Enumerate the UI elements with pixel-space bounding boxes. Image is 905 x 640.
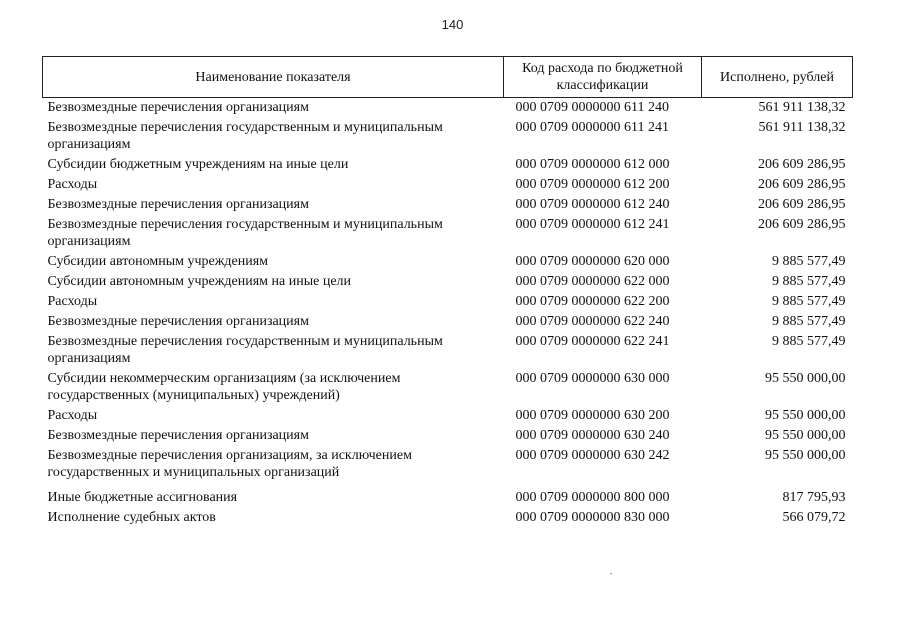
budget-code: 000 0709 0000000 620 000	[515, 254, 670, 269]
budget-code: 000 0709 0000000 622 240	[515, 314, 670, 329]
table-row	[43, 369, 853, 406]
executed-amount: 9 885 577,49	[772, 254, 846, 269]
executed-amount: 206 609 286,95	[758, 157, 846, 172]
indicator-name: Безвозмездные перечисления государственным и муниципальным организациям	[47, 120, 443, 152]
budget-code: 000 0709 0000000 612 240	[515, 197, 670, 212]
indicator-name: Расходы	[47, 294, 98, 309]
budget-code: 000 0709 0000000 630 240	[515, 428, 670, 443]
executed-amount: 561 911 138,32	[758, 100, 846, 115]
indicator-name: Безвозмездные перечисления государственным и муниципальным организациям	[47, 334, 443, 366]
executed-amount: 9 885 577,49	[772, 274, 846, 289]
budget-code: 000 0709 0000000 630 200	[515, 408, 670, 423]
indicator-name: Безвозмездные перечисления организациям	[47, 197, 309, 212]
indicator-name: Расходы	[47, 408, 98, 423]
budget-code: 000 0709 0000000 612 241	[515, 217, 670, 232]
budget-code: 000 0709 0000000 622 000	[515, 274, 670, 289]
table-row	[43, 446, 853, 483]
indicator-name: Субсидии некоммерческим организациям (за исключением государственных (муниципальных) учреждений)	[47, 371, 401, 403]
table-row	[43, 292, 853, 312]
budget-code: 000 0709 0000000 622 241	[515, 334, 670, 349]
table-row	[43, 483, 853, 508]
indicator-name: Иные бюджетные ассигнования	[47, 490, 238, 505]
table-row	[43, 406, 853, 426]
executed-amount: 9 885 577,49	[772, 294, 846, 309]
executed-amount: 95 550 000,00	[765, 371, 846, 386]
page-number: 140	[441, 17, 464, 32]
scan-speck	[610, 573, 612, 574]
table-row	[43, 426, 853, 446]
table-row	[43, 252, 853, 272]
table-row	[43, 195, 853, 215]
budget-code: 000 0709 0000000 622 200	[515, 294, 670, 309]
budget-code: 000 0709 0000000 612 200	[515, 177, 670, 192]
indicator-name: Субсидии автономным учреждениям	[47, 254, 269, 269]
budget-code: 000 0709 0000000 800 000	[515, 490, 670, 505]
table-row	[43, 118, 853, 155]
executed-amount: 206 609 286,95	[758, 177, 846, 192]
budget-code: 000 0709 0000000 611 240	[515, 100, 669, 115]
header-row	[43, 57, 853, 98]
indicator-name: Безвозмездные перечисления организациям	[47, 428, 309, 443]
table-row	[43, 332, 853, 369]
indicator-name: Безвозмездные перечисления организациям	[47, 314, 309, 329]
executed-amount: 206 609 286,95	[758, 197, 846, 212]
table-row	[43, 175, 853, 195]
indicator-name: Субсидии бюджетным учреждениям на иные цели	[47, 157, 349, 172]
table-row	[43, 508, 853, 528]
executed-amount: 95 550 000,00	[765, 448, 846, 463]
budget-execution-table	[42, 56, 853, 528]
table-body	[43, 98, 853, 529]
executed-amount: 566 079,72	[782, 510, 846, 525]
table-row	[43, 98, 853, 119]
table-row	[43, 312, 853, 332]
indicator-name: Расходы	[47, 177, 98, 192]
executed-amount: 9 885 577,49	[772, 334, 846, 349]
indicator-name: Субсидии автономным учреждениям на иные цели	[47, 274, 352, 289]
budget-code: 000 0709 0000000 612 000	[515, 157, 670, 172]
executed-amount: 817 795,93	[782, 490, 846, 505]
indicator-name: Безвозмездные перечисления государственным и муниципальным организациям	[47, 217, 443, 249]
header-executed-amount: Исполнено, рублей	[702, 57, 853, 98]
budget-code: 000 0709 0000000 630 242	[515, 448, 670, 463]
indicator-name: Безвозмездные перечисления организациям, за исключением государственных и муниципальных организаций	[47, 448, 412, 480]
table-row	[43, 272, 853, 292]
executed-amount: 95 550 000,00	[765, 428, 846, 443]
executed-amount: 95 550 000,00	[765, 408, 846, 423]
header-budget-code: Код расхода по бюджетной классификации	[504, 57, 702, 98]
indicator-name: Безвозмездные перечисления организациям	[47, 100, 309, 115]
executed-amount: 561 911 138,32	[758, 120, 846, 135]
executed-amount: 206 609 286,95	[758, 217, 846, 232]
budget-code: 000 0709 0000000 830 000	[515, 510, 670, 525]
table-row	[43, 155, 853, 175]
indicator-name: Исполнение судебных актов	[47, 510, 216, 525]
header-indicator-name: Наименование показателя	[43, 57, 504, 98]
table-header	[43, 57, 853, 98]
budget-code: 000 0709 0000000 630 000	[515, 371, 670, 386]
executed-amount: 9 885 577,49	[772, 314, 846, 329]
table-row	[43, 215, 853, 252]
budget-code: 000 0709 0000000 611 241	[515, 120, 669, 135]
